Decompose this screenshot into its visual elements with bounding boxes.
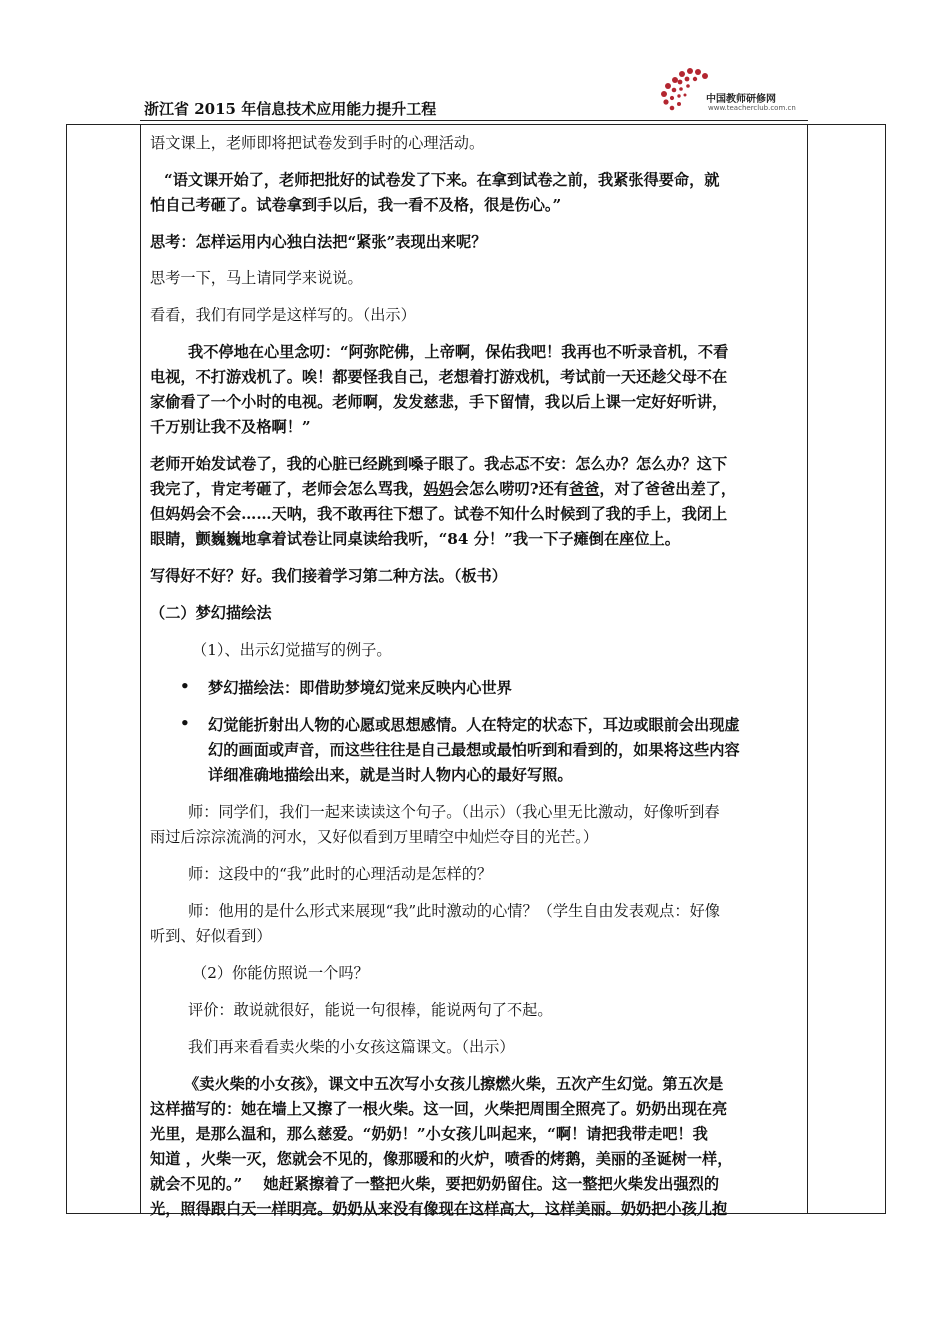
- text-line: 老师开始发试卷了，我的心脏已经跳到嗓子眼了。我忐忑不安：怎么办？怎么办？这下: [150, 455, 728, 473]
- text-line: [150, 478, 736, 499]
- bullet-text: 幻觉能折射出人物的心愿或思想感情。人在特定的状态下，耳边或眼前会出现虚: [208, 716, 740, 734]
- text-line: “语文课开始了，老师把批好的试卷发了下来。在拿到试卷之前，我紧张得要命，就: [164, 171, 720, 189]
- table-left-border: [66, 124, 67, 1214]
- text-line: 语文课上，老师即将把试卷发到手时的心理活动。: [150, 134, 485, 152]
- text-line: 就会不见的。” 她赶紧擦着了一整把火柴，要把奶奶留住。这一整把火柴发出强烈的: [150, 1175, 720, 1193]
- text-line: 家偷看了一个小时的电视。老师啊，发发慈悲，手下留情，我以后上课一定好好听讲，: [150, 393, 728, 411]
- table-right-border: [885, 124, 886, 1214]
- text-line: 但妈妈会不会……天呐，我不敢再往下想了。试卷不知什么时候到了我的手上，我闭上: [150, 505, 728, 523]
- bullet-text: 幻的画面或声音，而这些往往是自己最想或最怕听到和看到的，如果将这些内容: [208, 741, 740, 759]
- text-line: 听到、好似看到）: [150, 927, 272, 945]
- header-title: 浙江省 2015 年信息技术应用能力提升工程: [144, 100, 437, 118]
- text-line: 光里，是那么温和，那么慈爱。“奶奶！”小女孩儿叫起来，“啊！请把我带走吧！我: [150, 1125, 708, 1143]
- logo-text-en: www.teacherclub.com.cn: [708, 104, 796, 112]
- bullet-icon: •: [180, 714, 190, 732]
- underlined-word: 爸爸: [568, 480, 600, 498]
- text-line: 师：他用的是什么形式来展现“我”此时激动的心情？（学生自由发表观点：好像: [188, 902, 720, 920]
- text-line: 评价：敢说就很好，能说一句很棒，能说两句了不起。: [188, 1001, 553, 1019]
- bullet-text: 详细准确地描绘出来，就是当时人物内心的最好写照。: [208, 766, 573, 784]
- table-top-border: [66, 124, 886, 125]
- logo-text-cn: 中国教师研修网: [706, 94, 776, 105]
- text-span: 会怎么唠叨?还有: [453, 480, 569, 498]
- text-line: 怕自己考砸了。试卷拿到手以后，我一看不及格，很是伤心。”: [150, 196, 562, 214]
- text-line: 《卖火柴的小女孩》，课文中五次写小女孩儿擦燃火柴，五次产生幻觉。第五次是: [184, 1075, 724, 1093]
- text-line: 这样描写的：她在墙上又擦了一根火柴。这一回，火柴把周围全照亮了。奶奶出现在亮: [150, 1100, 728, 1118]
- text-line: 电视，不打游戏机了。唉！都要怪我自己，老想着打游戏机，考试前一天还趁父母不在: [150, 368, 728, 386]
- text-line: 眼睛，颤巍巍地拿着试卷让同桌读给我听，“84 分！”我一下子瘫倒在座位上。: [150, 530, 680, 548]
- underlined-word: 妈妈: [423, 480, 454, 498]
- bullet-icon: •: [180, 677, 190, 695]
- header-rule: [140, 120, 808, 121]
- text-span: ，对了爸爸出差了，: [599, 480, 737, 498]
- text-line: 思考：怎样运用内心独白法把“紧张”表现出来呢？: [150, 233, 487, 251]
- text-line: 思考一下，马上请同学来说说。: [150, 269, 363, 287]
- text-line: 我不停地在心里念叨：“阿弥陀佛，上帝啊，保佑我吧！我再也不听录音机，不看: [188, 343, 729, 361]
- text-line: 师：这段中的“我”此时的心理活动是怎样的？: [188, 865, 493, 883]
- text-line: 雨过后淙淙流淌的河水，又好似看到万里晴空中灿烂夺目的光芒。）: [150, 828, 599, 846]
- text-line: 师：同学们，我们一起来读读这个句子。（出示）（我心里无比激动，好像听到春: [188, 803, 720, 821]
- text-line: 看看，我们有同学是这样写的。（出示）: [150, 306, 416, 324]
- section-heading: （二）梦幻描绘法: [150, 604, 272, 622]
- text-line: 写得好不好？好。我们接着学习第二种方法。（板书）: [150, 567, 507, 585]
- table-column-divider-right: [807, 124, 808, 1214]
- text-line: 知道 ，火柴一灭，您就会不见的，像那暖和的火炉，喷香的烤鹅，美丽的圣诞树一样，: [150, 1150, 733, 1168]
- text-line: （1）、出示幻觉描写的例子。: [192, 641, 392, 659]
- text-line: 千万别让我不及格啊！”: [150, 418, 311, 436]
- text-line: 我们再来看看卖火柴的小女孩这篇课文。（出示）: [188, 1038, 515, 1056]
- table-column-divider-left: [140, 124, 141, 1214]
- text-line: 光，照得跟白天一样明亮。奶奶从来没有像现在这样高大，这样美丽。奶奶把小孩儿抱: [150, 1200, 728, 1218]
- bullet-text: 梦幻描绘法：即借助梦境幻觉来反映内心世界: [208, 679, 512, 697]
- text-line: （2）你能仿照说一个吗？: [192, 964, 369, 982]
- text-span: 我完了，肯定考砸了，老师会怎么骂我，: [150, 480, 424, 498]
